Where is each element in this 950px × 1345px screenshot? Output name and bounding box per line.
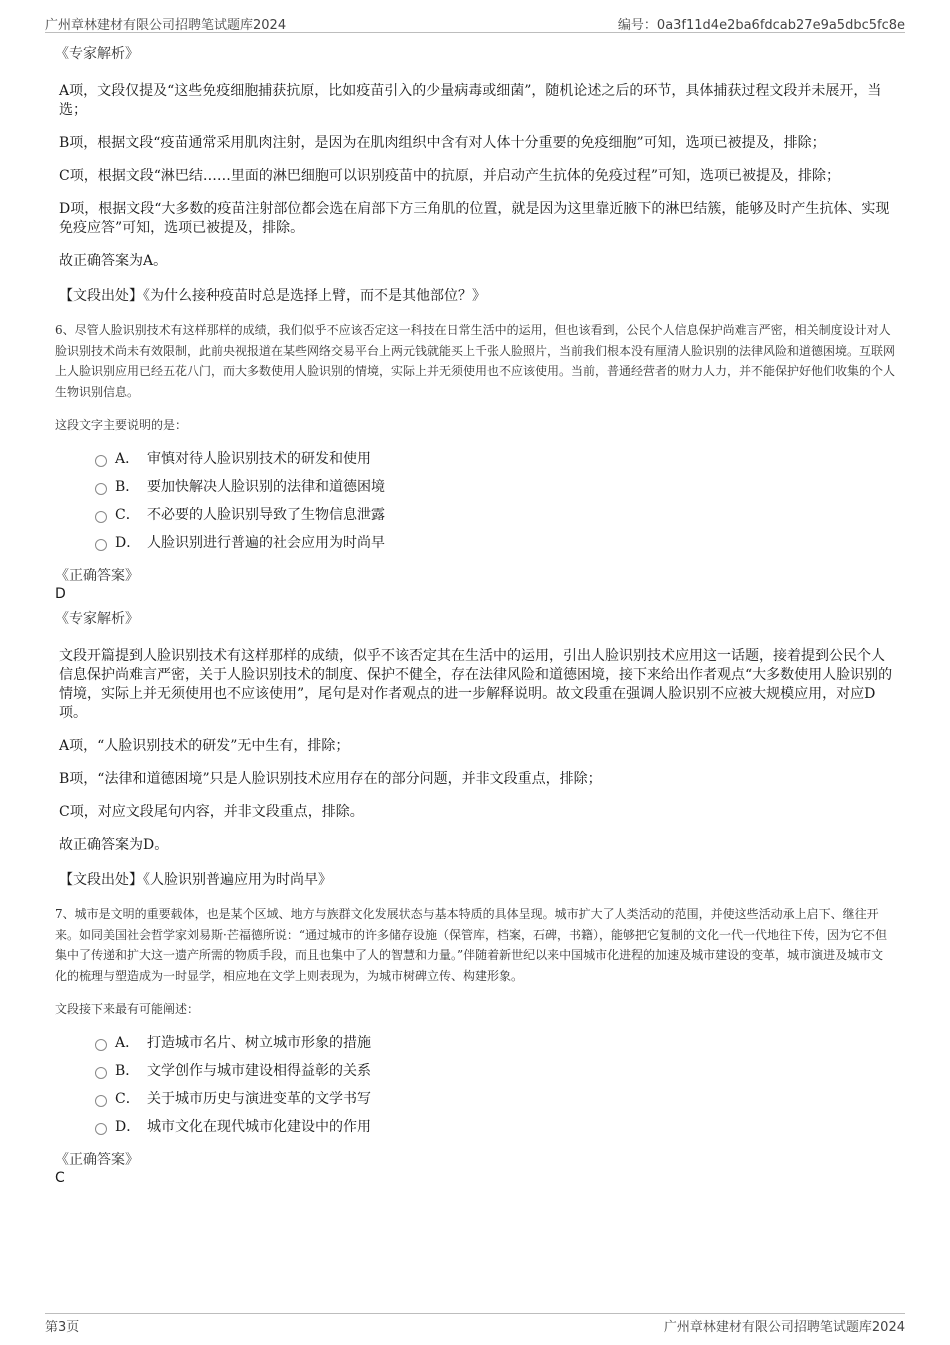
page-number: 第3页 [45,1320,80,1335]
analysis-paragraph: B项，根据文段“疫苗通常采用肌肉注射，是因为在肌肉组织中含有对人体十分重要的免疫细胞”可知，选项已被提及，排除； [59,135,826,151]
option-letter: B． [115,1063,140,1079]
analysis-paragraph: C项，对应文段尾句内容，并非文段重点，排除。 [59,804,364,820]
radio-icon[interactable] [95,1039,107,1051]
analysis-conclusion: 故正确答案为A。 [59,253,168,269]
footer-title: 广州章林建材有限公司招聘笔试题库2024 [663,1320,905,1335]
question-7-options [95,1029,895,1141]
radio-icon[interactable] [95,511,107,523]
radio-icon[interactable] [95,455,107,467]
question-6-text: 6、尽管人脸识别技术有这样那样的成绩，我们似乎不应该否定这一科技在日常生活中的运用，但也该看到，公民个人信息保护尚难言严密，相关制度设计对人脸识别技术尚未有效限制，此前央视报道在某些网络交易平台上两元钱就能买上千张人脸照片，当前我们根本没有厘清人脸识别的法律风险和道德困境。互联网上人脸识别应用已经五花八门，而大多数使用人脸识别的情境，实际上并无须使用也不应该使用。当前，普通经营者的财力人力，并不能保护好他们收集的个人生物识别信息。 [55,323,896,399]
option-letter: A． [115,451,140,467]
passage-source: 【文段出处】《为什么接种疫苗时总是选择上臂，而不是其他部位？》 [59,288,486,304]
option-text: 不必要的人脸识别导致了生物信息泄露 [147,507,385,523]
radio-icon[interactable] [95,483,107,495]
option-text: 关于城市历史与演进变革的文学书写 [147,1091,371,1107]
analysis-paragraph: B项，“法律和道德困境”只是人脸识别技术应用存在的部分问题，并非文段重点，排除； [59,771,602,787]
question-6-options [95,445,895,557]
option-c[interactable] [95,1085,895,1113]
option-letter: C． [115,507,140,523]
analysis-paragraph: 文段开篇提到人脸识别技术有这样那样的成绩，似乎不该否定其在生活中的运用，引出人脸识别技术应用这一话题，接着提到公民个人信息保护尚难言严密，关于人脸识别技术的制度、保护不健全，存在法律风险和道德困境，接下来给出作者观点“大多数使用人脸识别的情境，实际上并无须使用也不应该使用”，尾句是对作者观点的进一步解释说明。故文段重在强调人脸识别不应被大规模应用，对应D项。 [59,648,893,721]
option-text: 人脸识别进行普遍的社会应用为时尚早 [147,535,385,551]
correct-answer-value: D [55,586,66,602]
option-text: 城市文化在现代城市化建设中的作用 [147,1119,371,1135]
option-text: 文学创作与城市建设相得益彰的关系 [147,1063,371,1079]
radio-icon[interactable] [95,539,107,551]
page-header [45,12,905,33]
option-a[interactable] [95,445,895,473]
option-a[interactable] [95,1029,895,1057]
page-footer [45,1313,905,1334]
option-d[interactable] [95,529,895,557]
expert-analysis-label: 《专家解析》 [55,46,139,62]
option-b[interactable] [95,1057,895,1085]
expert-analysis-label: 《专家解析》 [55,611,139,627]
option-text: 审慎对待人脸识别技术的研发和使用 [147,451,371,467]
option-letter: C． [115,1091,140,1107]
analysis-paragraph: C项，根据文段“淋巴结……里面的淋巴细胞可以识别疫苗中的抗原，并启动产生抗体的免疫过程”可知，选项已被提及，排除； [59,168,841,184]
question-7-text: 7、城市是文明的重要载体，也是某个区域、地方与族群文化发展状态与基本特质的具体呈现。城市扩大了人类活动的范围，并使这些活动承上启下、继往开来。如同美国社会哲学家刘易斯·芒福德所说：“通过城市的许多储存设施（保管库，档案，石碑，书籍），能够把它复制的文化一代一代地往下传，因为它不但集中了传递和扩大这一遗产所需的物质手段，而且也集中了人的智慧和力量。”伴随着新世纪以来中国城市化进程的加速及城市建设的变革，城市演进及城市文化的梳理与塑造成为一时显学，相应地在文学上则表现为，为城市树碑立传、构建形象。 [55,907,887,983]
option-text: 要加快解决人脸识别的法律和道德困境 [147,479,385,495]
radio-icon[interactable] [95,1123,107,1135]
question-7-prompt: 文段接下来最有可能阐述： [55,1002,200,1016]
passage-source: 【文段出处】《人脸识别普遍应用为时尚早》 [59,872,332,888]
option-letter: A． [115,1035,140,1051]
correct-answer-label: 《正确答案》 [55,568,139,584]
question-6-prompt: 这段文字主要说明的是： [55,418,188,432]
radio-icon[interactable] [95,1067,107,1079]
option-letter: B． [115,479,140,495]
option-text: 打造城市名片、树立城市形象的措施 [147,1035,371,1051]
header-doc-id: 编号：0a3f11d4e2ba6fdcab27e9a5dbc5fc8e [617,18,905,33]
option-letter: D． [115,535,141,551]
page-content [55,44,895,1187]
analysis-paragraph: D项，根据文段“大多数的疫苗注射部位都会选在肩部下方三角肌的位置，就是因为这里靠近腋下的淋巴结簇，能够及时产生抗体、实现免疫应答”可知，选项已被提及，排除。 [59,201,890,236]
analysis-paragraph: A项，“人脸识别技术的研发”无中生有，排除； [59,738,350,754]
option-letter: D． [115,1119,141,1135]
correct-answer-label: 《正确答案》 [55,1152,139,1168]
option-d[interactable] [95,1113,895,1141]
analysis-conclusion: 故正确答案为D。 [59,837,169,853]
correct-answer-value: C [55,1170,65,1186]
radio-icon[interactable] [95,1095,107,1107]
header-title: 广州章林建材有限公司招聘笔试题库2024 [45,18,287,33]
option-b[interactable] [95,473,895,501]
analysis-paragraph: A项，文段仅提及“这些免疫细胞捕获抗原，比如疫苗引入的少量病毒或细菌”，随机论述之后的环节，具体捕获过程文段并未展开，当选； [59,83,882,118]
option-c[interactable] [95,501,895,529]
